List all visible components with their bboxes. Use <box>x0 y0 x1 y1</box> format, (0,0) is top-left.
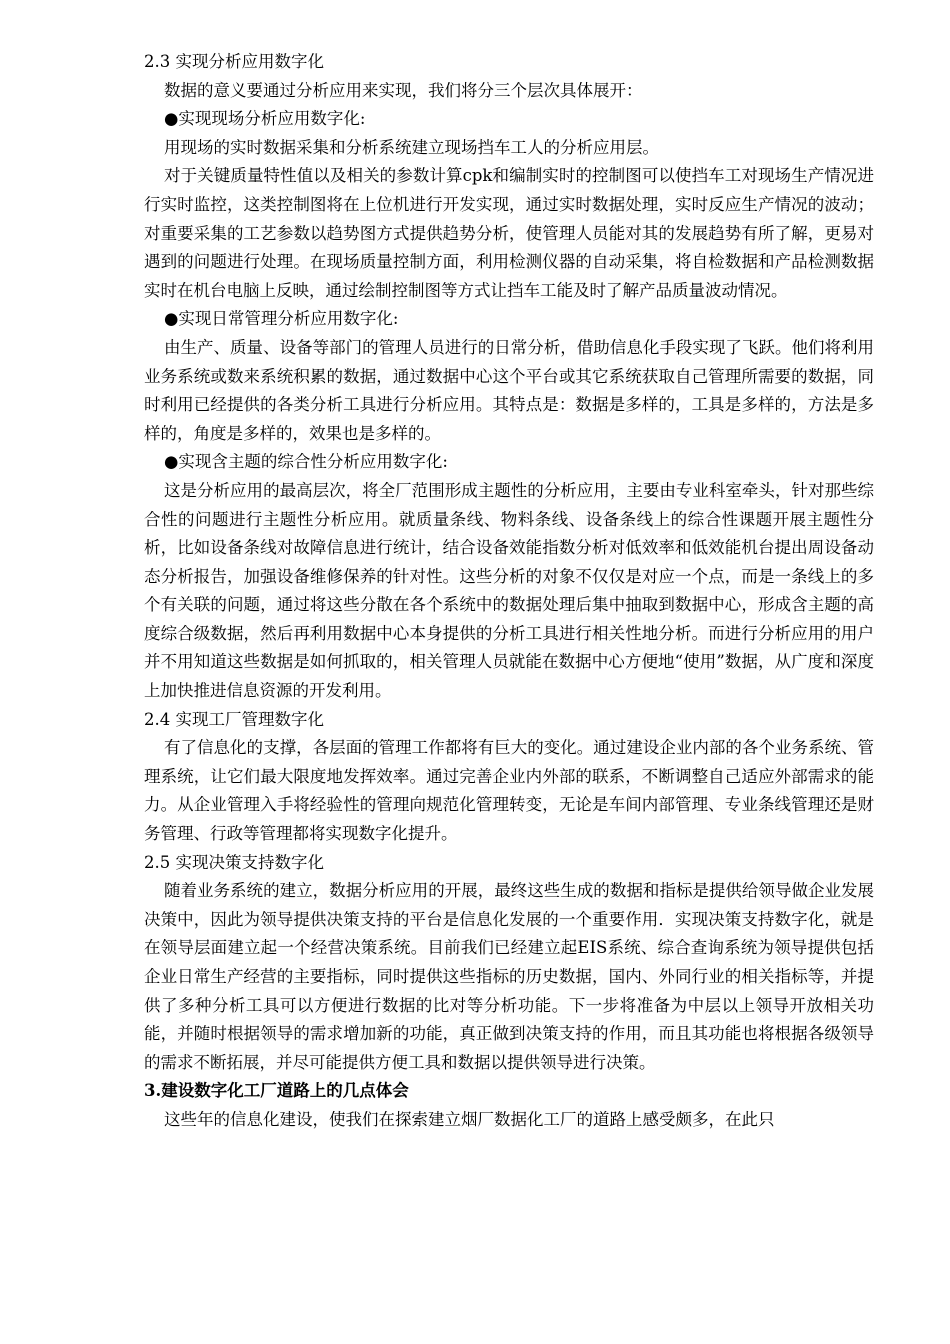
bullet-item: ●实现含主题的综合性分析应用数字化: <box>164 452 448 472</box>
section-heading-3: 3.建设数字化工厂道路上的几点体会 <box>144 1081 409 1101</box>
paragraph: 对于关键质量特性值以及相关的参数计算cpk和编制实时的控制图可以使挡车工对现场生产情况进行实时监控，这类控制图将在上位机进行开发实现，通过实时数据处理，实时反应生产情况的波动；对重要采集的工艺参数以趋势图方式提供趋势分析，使管理人员能对其的发展趋势有所了解，更易对遇到的问题进行处理。在现场质量控制方面，利用检测仪器的自动采集，将自检数据和产品检测数据实时在机台电脑上反映，通过绘制控制图等方式让挡车工能及时了解产品质量波动情况。 <box>144 166 874 300</box>
paragraph: 随着业务系统的建立，数据分析应用的开展，最终这些生成的数据和指标是提供给领导做企业发展决策中，因此为领导提供决策支持的平台是信息化发展的一个重要作用．实现决策支持数字化，就是在领导层面建立起一个经营决策系统。目前我们已经建立起EIS系统、综合查询系统为领导提供包括企业日常生产经营的主要指标，同时提供这些指标的历史数据，国内、外同行业的相关指标等，并提供了多种分析工具可以方便进行数据的比对等分析功能。下一步将准备为中层以上领导开放相关功能，并随时根据领导的需求增加新的功能，真正做到决策支持的作用，而且其功能也将根据各级领导的需求不断拓展，并尽可能提供方便工具和数据以提供领导进行决策。 <box>144 881 874 1072</box>
paragraph: 这些年的信息化建设，使我们在探索建立烟厂数据化工厂的道路上感受颇多，在此只 <box>164 1109 775 1129</box>
paragraph: 用现场的实时数据采集和分析系统建立现场挡车工人的分析应用层。 <box>164 137 659 157</box>
document-page <box>144 48 874 1135</box>
bullet-item: ●实现现场分析应用数字化: <box>164 109 366 129</box>
section-heading-2-4: 2.4 实现工厂管理数字化 <box>144 709 324 729</box>
section-heading-2-5: 2.5 实现决策支持数字化 <box>144 852 324 872</box>
paragraph: 由生产、质量、设备等部门的管理人员进行的日常分析，借助信息化手段实现了飞跃。他们将利用业务系统或数来系统积累的数据，通过数据中心这个平台或其它系统获取自己管理所需要的数据，同时利用已经提供的各类分析工具进行分析应用。其特点是：数据是多样的，工具是多样的，方法是多样的，角度是多样的，效果也是多样的。 <box>144 337 874 443</box>
section-heading-2-3: 2.3 实现分析应用数字化 <box>144 52 324 71</box>
paragraph: 有了信息化的支撑，各层面的管理工作都将有巨大的变化。通过建设企业内部的各个业务系统、管理系统，让它们最大限度地发挥效率。通过完善企业内外部的联系，不断调整自己适应外部需求的能力。从企业管理入手将经验性的管理向规范化管理转变，无论是车间内部管理、专业条线管理还是财务管理、行政等管理都将实现数字化提升。 <box>144 738 874 844</box>
paragraph: 这是分析应用的最高层次，将全厂范围形成主题性的分析应用，主要由专业科室牵头，针对那些综合性的问题进行主题性分析应用。就质量条线、物料条线、设备条线上的综合性课题开展主题性分析，比如设备条线对故障信息进行统计，结合设备效能指数分析对低效率和低效能机台提出周设备动态分析报告，加强设备维修保养的针对性。这些分析的对象不仅仅是对应一个点，而是一条线上的多个有关联的问题，通过将这些分散在各个系统中的数据处理后集中抽取到数据中心，形成含主题的高度综合级数据，然后再利用数据中心本身提供的分析工具进行相关性地分析。而进行分析应用的用户并不用知道这些数据是如何抓取的，相关管理人员就能在数据中心方便地“使用”数据，从广度和深度上加快推进信息资源的开发利用。 <box>144 480 874 701</box>
paragraph: 数据的意义要通过分析应用来实现，我们将分三个层次具体展开： <box>164 80 643 100</box>
bullet-item: ●实现日常管理分析应用数字化: <box>164 309 399 329</box>
